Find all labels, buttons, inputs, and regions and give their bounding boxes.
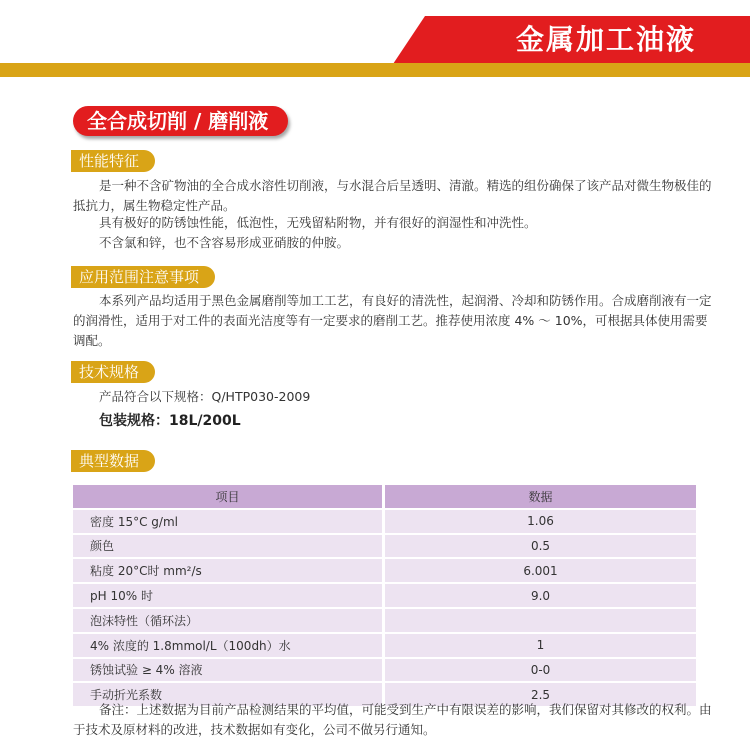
- typical-data-table: [73, 483, 696, 708]
- section-tag-application: 应用范围注意事项: [71, 266, 215, 288]
- table-row: [73, 559, 696, 582]
- header-gold-stripe: [0, 63, 750, 77]
- table-header-item: 项目: [73, 485, 382, 508]
- footer-note: 备注：上述数据为目前产品检测结果的平均值，可能受到生产中有限误差的影响，我们保留对其修改的权利。由于技术及原材料的改进，技术数据如有变化，公司不做另行通知。: [73, 702, 712, 737]
- features-paragraph-2: 具有极好的防锈蚀性能，低泡性，无残留粘附物，并有很好的润湿性和冲洗性。: [99, 215, 537, 230]
- page-title: 金属加工油液: [515, 23, 696, 56]
- row-item: 4% 浓度的 1.8mmol/L（100dh）水: [73, 634, 382, 657]
- row-item: 手动折光系数: [73, 683, 382, 706]
- table-header-value: 数据: [382, 485, 696, 508]
- table-row: [73, 584, 696, 607]
- section-tag-features: 性能特征: [71, 150, 155, 172]
- row-item: 锈蚀试验 ≥ 4% 溶液: [73, 659, 382, 682]
- row-value: 6.001: [382, 559, 696, 582]
- row-item: 泡沫特性（循环法）: [73, 609, 382, 632]
- package-spec: 包装规格：18L/200L: [99, 413, 241, 429]
- row-item: 密度 15°C g/ml: [73, 510, 382, 533]
- row-value: 1: [382, 634, 696, 657]
- row-value: 0.5: [382, 535, 696, 558]
- table-row: [73, 535, 696, 558]
- features-paragraph-3: 不含氯和锌，也不含容易形成亚硝胺的仲胺。: [99, 235, 350, 250]
- spec-line: 产品符合以下规格：Q/HTP030-2009: [99, 389, 311, 404]
- table-row: [73, 659, 696, 682]
- row-value: 1.06: [382, 510, 696, 533]
- table-row: [73, 634, 696, 657]
- row-value: 0-0: [382, 659, 696, 682]
- features-paragraph-1: 是一种不含矿物油的全合成水溶性切削液，与水混合后呈透明、清澈。精选的组份确保了该产品对微生物极佳的抵抗力，属生物稳定性产品。: [73, 178, 712, 213]
- row-item: 粘度 20°C时 mm²/s: [73, 559, 382, 582]
- table-row: [73, 609, 696, 632]
- header-bar: [0, 0, 750, 78]
- section-tag-spec: 技术规格: [71, 361, 155, 383]
- product-title: 全合成切削 / 磨削液: [73, 106, 288, 136]
- application-paragraph: 本系列产品均适用于黑色金属磨削等加工工艺，有良好的清洗性，起润滑、冷却和防锈作用。合成磨削液有一定的润滑性，适用于对工件的表面光洁度等有一定要求的磨削工艺。推荐使用浓度 4% ～ 10%，可根据具体使用需要调配。: [73, 293, 712, 348]
- row-value: 9.0: [382, 584, 696, 607]
- row-item: pH 10% 时: [73, 584, 382, 607]
- section-tag-typical: 典型数据: [71, 450, 155, 472]
- table-row: [73, 510, 696, 533]
- row-item: 颜色: [73, 535, 382, 558]
- row-value: 2.5: [382, 683, 696, 706]
- table-header-row: [73, 485, 696, 508]
- row-value: [382, 609, 696, 632]
